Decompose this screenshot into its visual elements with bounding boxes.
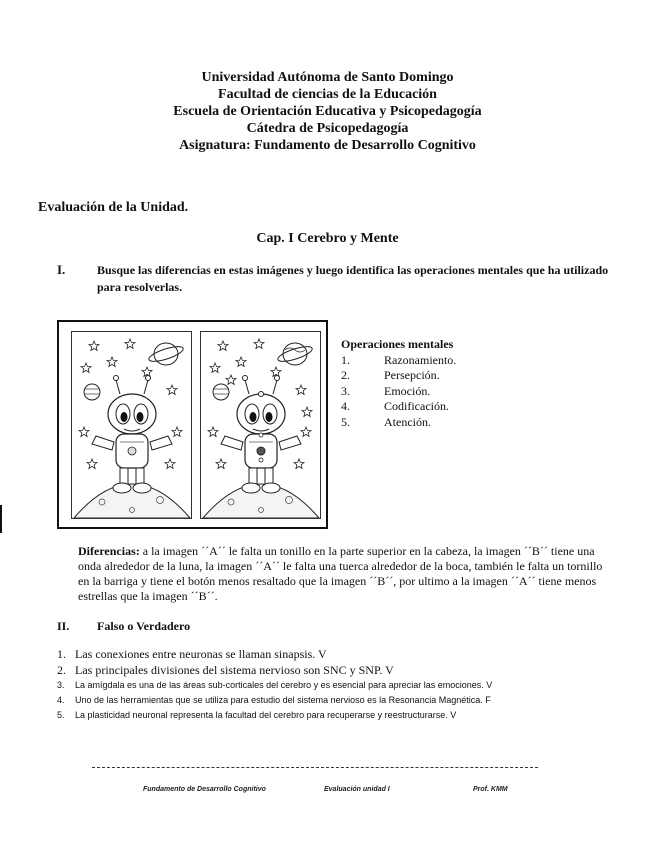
differences-text: a la imagen ´´A´´ le falta un tonillo en la parte superior en la cabeza, la imagen ´´B´´ tiene una onda alrededor de la luna, la imagen ´´A´´ le falta una tuerca alrededor de la boca, también le falta un tornillo en la barriga y tiene el botón menos resaltado que la imagen ´´B´´, por ultimo a la imagen ´´A´´ tiene menos estrellas que la imagen ´´B´´. <box>78 544 603 603</box>
list-item: 2. Las principales divisiones del sistema nervioso son SNC y SNP. V <box>57 662 394 677</box>
footer-course: Fundamento de Desarrollo Cognitivo <box>143 786 266 793</box>
spot-difference-figure <box>57 320 328 529</box>
chapter-title-text: Cap. I Cerebro y Mente <box>256 231 399 246</box>
list-item: 4. Codificación. <box>341 399 449 413</box>
section2-title: Falso o Verdadero <box>97 619 191 633</box>
section2-heading <box>57 619 191 634</box>
list-item: 4. Uno de las herramientas que se utiliza para estudio del sistema nervioso es la Resonancia Magnética. F <box>57 695 491 705</box>
mental-operations-title: Operaciones mentales <box>341 337 454 351</box>
list-item: 3. Emoción. <box>341 383 431 398</box>
header-university: Universidad Autónoma de Santo Domingo <box>201 70 454 85</box>
differences-label: Diferencias: <box>78 544 140 558</box>
image-b-panel <box>200 331 321 519</box>
document-header <box>0 69 655 154</box>
image-a-panel <box>71 331 192 519</box>
header-chair: Cátedra de Psicopedagogía <box>246 121 409 136</box>
footer-professor: Prof. KMM <box>473 786 508 793</box>
header-subject: Asignatura: Fundamento de Desarrollo Cognitivo <box>179 138 476 153</box>
list-item: 5. Atención. <box>341 414 431 429</box>
list-item: 5. La plasticidad neuronal representa la facultad del cerebro para recuperarse y reestructurarse. V <box>57 710 457 720</box>
section1-instructions: Busque las diferencias en estas imágenes y luego identifica las operaciones mentales que ha utilizado para resolverlas. <box>97 263 609 294</box>
section1-roman: I. <box>57 262 66 277</box>
true-false-list <box>57 647 617 723</box>
chapter-title <box>0 231 655 247</box>
footer-evaluation: Evaluación unidad I <box>324 786 390 793</box>
list-item: 1. Razonamiento. <box>341 352 457 367</box>
evaluation-title: Evaluación de la Unidad. <box>38 200 189 215</box>
footer-divider <box>92 767 538 768</box>
page-edge-mark <box>0 505 2 533</box>
header-school: Escuela de Orientación Educativa y Psicopedagogía <box>173 104 482 119</box>
robot-illustration-b <box>201 332 320 518</box>
mental-operations-list <box>341 337 456 430</box>
section2-roman: II. <box>57 619 70 633</box>
differences-paragraph <box>78 544 613 604</box>
list-item: 2. Persepción. <box>341 368 440 382</box>
header-faculty: Facultad de ciencias de la Educación <box>218 87 437 102</box>
robot-illustration-a <box>72 332 191 518</box>
list-item: 1. Las conexiones entre neuronas se llaman sinapsis. V <box>57 647 327 661</box>
list-item: 3. La amígdala es una de las áreas sub-corticales del cerebro y es esencial para apreciar las emociones. V <box>57 680 493 690</box>
